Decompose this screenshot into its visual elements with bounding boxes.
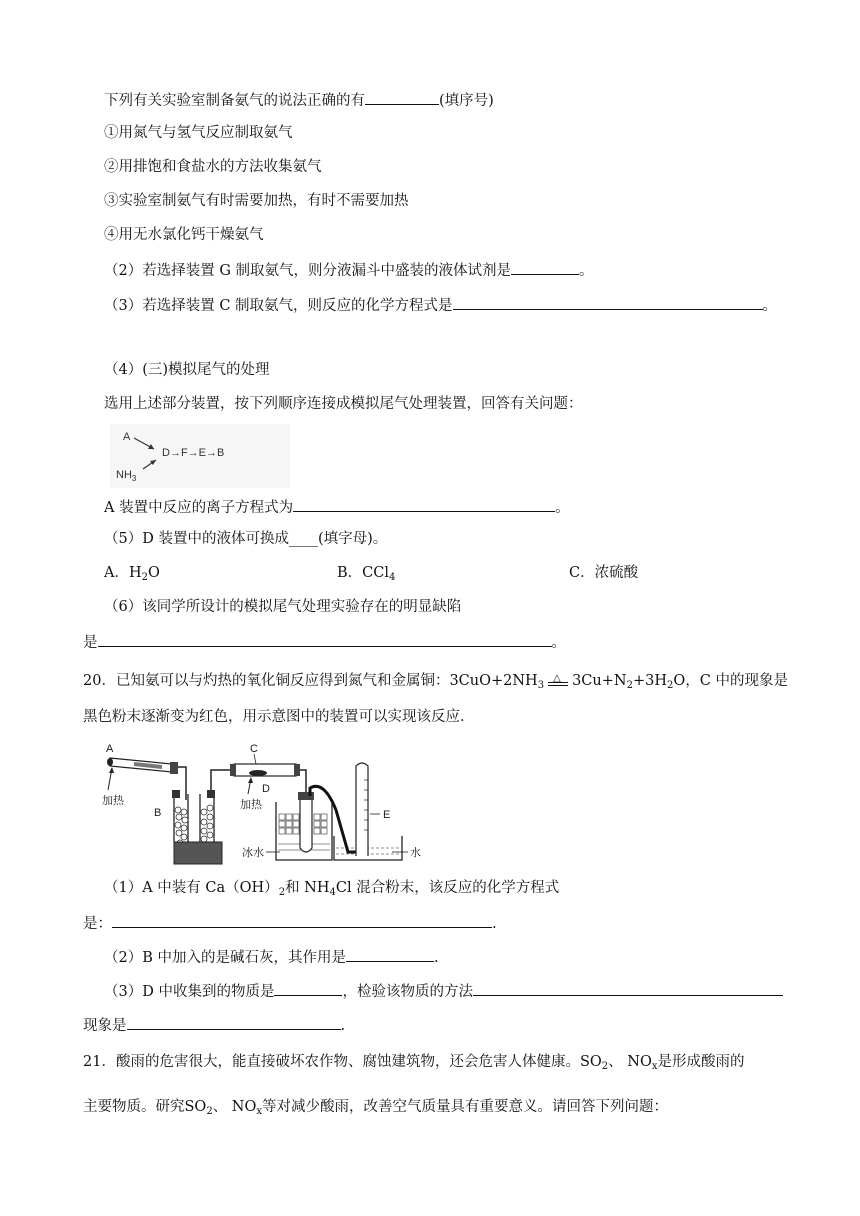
option-b: B．CCl$_4$: [337, 565, 396, 583]
option-c: C．浓硫酸: [569, 565, 639, 581]
heat-arrowhead: [248, 777, 253, 783]
flow-diagram: [110, 424, 290, 488]
answer-blank[interactable]: [293, 496, 555, 512]
option-3: ③实验室制氨气有时需要加热，有时不需要加热: [104, 193, 409, 209]
option-2: ②用排饱和食盐水的方法收集氨气: [104, 159, 322, 175]
sub-question-4-instruction: 选用上述部分装置，按下列顺序连接成模拟尾气处理装置，回答有关问题：: [104, 396, 583, 412]
test-tube-a: [107, 758, 178, 774]
question-20-sub-3-line-2: 现象是 .: [83, 1014, 345, 1036]
heat-arrowhead: [109, 767, 114, 773]
answer-blank[interactable]: [365, 89, 439, 105]
label-d: D: [262, 783, 270, 795]
sub-question-4-title: （4）(三)模拟尾气的处理: [104, 362, 270, 378]
question-20-line-2: 黑色粉末逐渐变为红色，用示意图中的装置可以实现该反应．: [83, 709, 475, 725]
label-pointer: [254, 754, 256, 764]
question-20-sub-2: （2）B 中加入的是碱石灰，其作用是 .: [104, 946, 439, 968]
apparatus-diagram: [96, 740, 436, 866]
label-e: E: [383, 809, 391, 821]
question-intro: [104, 89, 494, 111]
reaction-tube-c: [230, 764, 300, 776]
answer-blank[interactable]: [112, 912, 492, 928]
option-4: ④用无水氯化钙干燥氨气: [104, 227, 264, 243]
question-20-sub-1: （1）A 中装有 $Ca(OH)_2$和 $NH_4Cl$ 混合粉末，该反应的化学方程式: [104, 880, 560, 898]
sub-question-2: （2）若选择装置 G 制取氨气，则分液漏斗中盛装的液体试剂是 。: [104, 259, 594, 281]
answer-blank[interactable]: [473, 980, 783, 996]
answer-blank[interactable]: [98, 631, 552, 647]
sub-question-6-answer-line: 是 。: [83, 631, 566, 653]
intro-suffix: (填序号): [439, 93, 494, 109]
question-20-sub-1-answer-line: 是： .: [83, 912, 497, 934]
label-a: A: [106, 743, 114, 755]
option-1: ①用氮气与氢气反应制取氨气: [104, 125, 293, 141]
flow-chain: D→F→E→B: [162, 447, 225, 459]
answer-blank[interactable]: [453, 294, 763, 310]
label-ice-water: 冰水: [242, 847, 264, 859]
label-water: 水: [410, 847, 421, 859]
label-heat-2: 加热: [240, 799, 262, 811]
flow-label-nh3: $NH_3$: [116, 469, 137, 483]
flow-label-a: A: [123, 431, 131, 443]
answer-blank[interactable]: [274, 980, 342, 996]
question-20-sub-3: （3）D 中收集到的物质是 ，检验该物质的方法: [104, 980, 783, 1002]
question-21-line-1: 21．酸雨的危害很大，能直接破坏农作物、腐蚀建筑物，还会危害人体健康。$SO_2$、 $NO_x$是形成酸雨的: [83, 1054, 745, 1072]
label-b: B: [154, 807, 162, 819]
intro-text: 下列有关实验室制备氨气的说法正确的有: [104, 93, 365, 109]
answer-blank[interactable]: [127, 1014, 341, 1030]
answer-blank[interactable]: [346, 946, 434, 962]
question-20-line-1: 20．已知氨可以与灼热的氧化铜反应得到氮气和金属铜：$3CuO+2NH_3$ △ $3Cu+N_2+3H_2O$，C 中的现象是: [83, 673, 788, 691]
sub-question-3: （3）若选择装置 C 制取氨气，则反应的化学方程式是 。: [104, 294, 777, 316]
sub-question-5: （5）D 装置中的液体可换成____(填字母)。: [104, 531, 388, 547]
label-heat-1: 加热: [102, 795, 124, 807]
support-block: [174, 842, 222, 864]
heating-condition-symbol: △: [547, 671, 569, 689]
test-tube-d: [298, 792, 314, 852]
sub-question-6: （6）该同学所设计的模拟尾气处理实验存在的明显缺陷: [104, 599, 462, 615]
ion-equation-question: A 装置中反应的离子方程式为 。: [104, 496, 570, 518]
option-a: A．$H_2O$: [104, 565, 160, 583]
label-c: C: [250, 743, 258, 755]
answer-blank[interactable]: [511, 259, 579, 275]
question-21-line-2: 主要物质。研究$SO_2$、 $NO_x$等对减少酸雨，改善空气质量具有重要意义。请回答下列问题：: [83, 1099, 669, 1117]
collection-tube-e: [356, 763, 368, 856]
